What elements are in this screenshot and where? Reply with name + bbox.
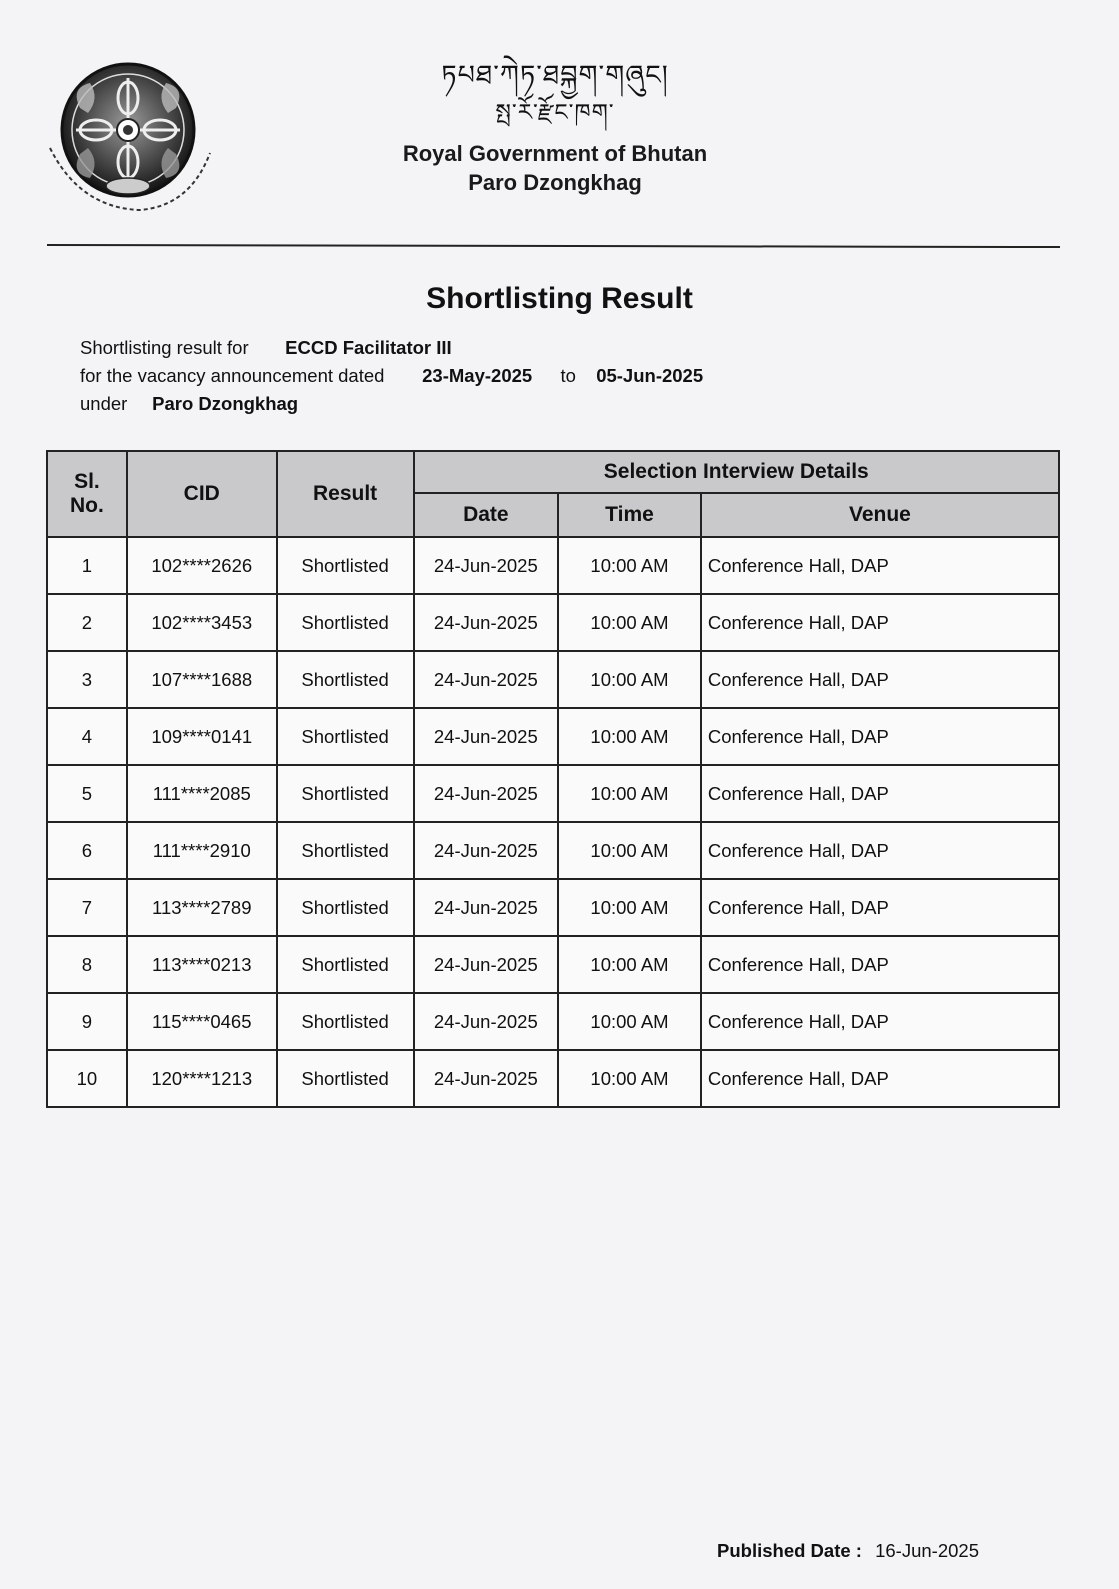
intro-line-dates <box>80 362 703 390</box>
table-row <box>47 594 1059 651</box>
cell-sl: 4 <box>47 708 127 765</box>
cell-cid: 109****0141 <box>127 708 277 765</box>
cell-result: Shortlisted <box>277 936 414 993</box>
cell-cid: 102****2626 <box>127 537 277 594</box>
table-row <box>47 765 1059 822</box>
cell-sl: 2 <box>47 594 127 651</box>
header-venue: Venue <box>701 493 1059 537</box>
table-row <box>47 537 1059 594</box>
cell-result: Shortlisted <box>277 1050 414 1107</box>
cell-sl: 9 <box>47 993 127 1050</box>
header-date: Date <box>414 493 559 537</box>
cell-venue: Conference Hall, DAP <box>701 651 1059 708</box>
table-row <box>47 936 1059 993</box>
cell-sl: 10 <box>47 1050 127 1107</box>
cell-time: 10:00 AM <box>558 993 701 1050</box>
cell-sl: 5 <box>47 765 127 822</box>
table-row <box>47 708 1059 765</box>
header-sl-no-line2: No. <box>70 494 104 517</box>
cell-result: Shortlisted <box>277 879 414 936</box>
letterhead <box>330 60 780 198</box>
cell-time: 10:00 AM <box>558 537 701 594</box>
cell-time: 10:00 AM <box>558 651 701 708</box>
header-sl-no-line1: Sl. <box>74 470 100 493</box>
table-row <box>47 651 1059 708</box>
dzongkha-title-line1: ཏཔཐ་ཀེཏ་ཐབྐྱག་གཞུང། <box>441 60 669 91</box>
page-title: Shortlisting Result <box>426 282 693 315</box>
header-divider <box>47 244 1060 248</box>
table-header-row <box>47 451 1059 493</box>
cell-time: 10:00 AM <box>558 765 701 822</box>
cell-date: 24-Jun-2025 <box>414 879 559 936</box>
cell-venue: Conference Hall, DAP <box>701 708 1059 765</box>
cell-cid: 102****3453 <box>127 594 277 651</box>
cell-result: Shortlisted <box>277 651 414 708</box>
cell-sl: 8 <box>47 936 127 993</box>
cell-venue: Conference Hall, DAP <box>701 1050 1059 1107</box>
table-row <box>47 879 1059 936</box>
cell-cid: 111****2910 <box>127 822 277 879</box>
cell-cid: 115****0465 <box>127 993 277 1050</box>
cell-result: Shortlisted <box>277 993 414 1050</box>
intro-text <box>80 334 703 418</box>
position-name: ECCD Facilitator III <box>285 337 452 358</box>
agency-name: Paro Dzongkhag <box>152 393 299 414</box>
to-label: to <box>560 365 576 386</box>
cell-venue: Conference Hall, DAP <box>701 993 1059 1050</box>
cell-date: 24-Jun-2025 <box>414 537 559 594</box>
date-to: 05-Jun-2025 <box>596 365 704 386</box>
intro-line-position <box>80 334 703 362</box>
cell-date: 24-Jun-2025 <box>414 651 559 708</box>
published-label: Published Date : <box>717 1540 862 1561</box>
cell-date: 24-Jun-2025 <box>414 708 559 765</box>
cell-venue: Conference Hall, DAP <box>701 936 1059 993</box>
cell-venue: Conference Hall, DAP <box>701 594 1059 651</box>
cell-date: 24-Jun-2025 <box>414 594 559 651</box>
cell-date: 24-Jun-2025 <box>414 936 559 993</box>
table-row <box>47 822 1059 879</box>
date-from: 23-May-2025 <box>422 365 533 386</box>
cell-sl: 6 <box>47 822 127 879</box>
cell-cid: 113****2789 <box>127 879 277 936</box>
intro-label-agency: under <box>80 393 128 414</box>
cell-time: 10:00 AM <box>558 822 701 879</box>
cell-time: 10:00 AM <box>558 708 701 765</box>
cell-date: 24-Jun-2025 <box>414 765 559 822</box>
cell-result: Shortlisted <box>277 594 414 651</box>
header-sl-no <box>47 451 127 537</box>
header-result: Result <box>277 451 414 537</box>
header-cid: CID <box>127 451 277 537</box>
published-date <box>717 1540 979 1562</box>
dzongkha-title-line2: སྤ་རོ་རྫོང་ཁག་ <box>495 100 615 126</box>
cell-date: 24-Jun-2025 <box>414 822 559 879</box>
cell-result: Shortlisted <box>277 765 414 822</box>
cell-sl: 1 <box>47 537 127 594</box>
intro-label-position: Shortlisting result for <box>80 337 249 358</box>
cell-cid: 107****1688 <box>127 651 277 708</box>
cell-venue: Conference Hall, DAP <box>701 537 1059 594</box>
cell-date: 24-Jun-2025 <box>414 993 559 1050</box>
cell-result: Shortlisted <box>277 537 414 594</box>
cell-result: Shortlisted <box>277 822 414 879</box>
table-row <box>47 993 1059 1050</box>
intro-line-agency <box>80 390 703 418</box>
cell-date: 24-Jun-2025 <box>414 1050 559 1107</box>
results-table <box>46 450 1060 1108</box>
cell-sl: 7 <box>47 879 127 936</box>
cell-venue: Conference Hall, DAP <box>701 822 1059 879</box>
cell-sl: 3 <box>47 651 127 708</box>
cell-venue: Conference Hall, DAP <box>701 765 1059 822</box>
header-interview-details: Selection Interview Details <box>414 451 1060 493</box>
cell-cid: 113****0213 <box>127 936 277 993</box>
cell-venue: Conference Hall, DAP <box>701 879 1059 936</box>
table-row <box>47 1050 1059 1107</box>
government-name: Royal Government of Bhutan <box>402 141 708 166</box>
cell-cid: 111****2085 <box>127 765 277 822</box>
cell-time: 10:00 AM <box>558 1050 701 1107</box>
intro-label-dates: for the vacancy announcement dated <box>80 365 385 386</box>
cell-result: Shortlisted <box>277 708 414 765</box>
royal-emblem-icon <box>40 58 220 228</box>
cell-cid: 120****1213 <box>127 1050 277 1107</box>
cell-time: 10:00 AM <box>558 936 701 993</box>
published-date-value: 16-Jun-2025 <box>875 1540 979 1561</box>
cell-time: 10:00 AM <box>558 879 701 936</box>
header-time: Time <box>558 493 701 537</box>
dzongkhag-name: Paro Dzongkhag <box>468 170 642 195</box>
cell-time: 10:00 AM <box>558 594 701 651</box>
